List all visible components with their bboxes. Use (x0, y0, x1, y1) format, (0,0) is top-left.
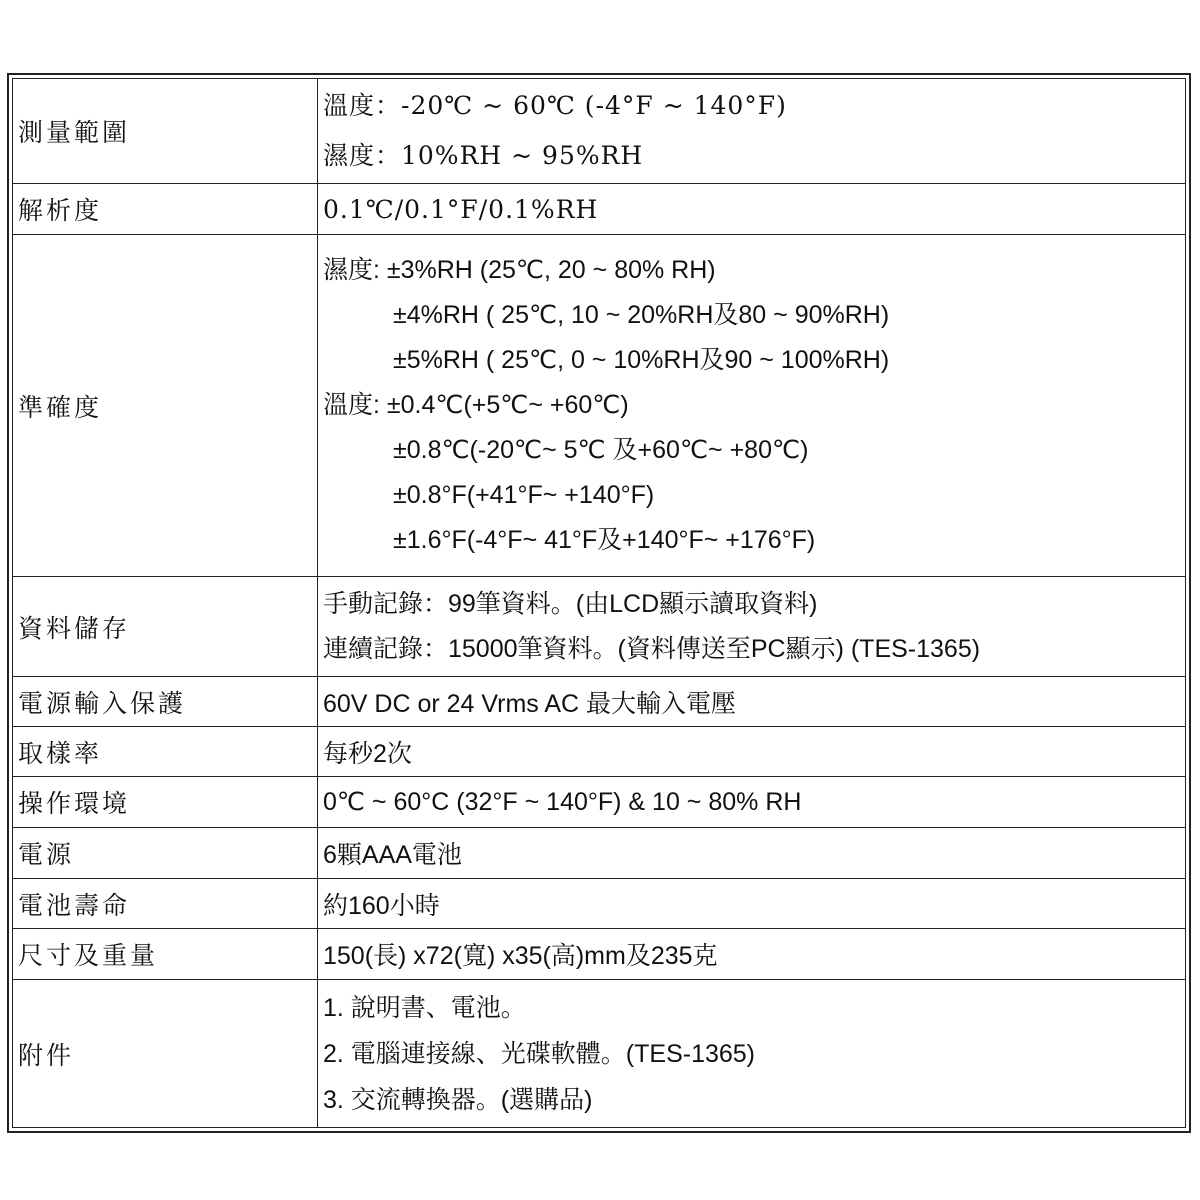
row-label-resolution: 解析度 (13, 184, 318, 235)
table-row (13, 184, 1186, 235)
row-label-measurement-range: 測量範圍 (13, 79, 318, 184)
row-label-operating-environment: 操作環境 (13, 777, 318, 828)
row-label-dimensions-weight: 尺寸及重量 (13, 929, 318, 980)
row-value-sampling-rate (318, 727, 1186, 777)
row-value-accuracy (318, 235, 1186, 577)
value-line: 0℃ ~ 60°C (32°F ~ 140°F) & 10 ~ 80% RH (323, 788, 802, 816)
value-line: 150(長) x72(寬) x35(高)mm及235克 (323, 942, 718, 970)
value-line: 溫度: ±0.4℃(+5℃~ +60℃) (323, 391, 629, 419)
table-row (13, 79, 1186, 184)
row-value-power-source (318, 828, 1186, 879)
value-line: 濕度：10%RH ~ 95%RH (323, 141, 644, 170)
value-line: ±4%RH ( 25℃, 10 ~ 20%RH及80 ~ 90%RH) (393, 301, 890, 329)
table-row (13, 879, 1186, 929)
value-line: 溫度：-20℃ ~ 60℃ (-4°F ~ 140°F) (323, 91, 787, 120)
value-line: 6顆AAA電池 (323, 841, 462, 869)
value-line: 手動記錄：99筆資料。(由LCD顯示讀取資料) (323, 589, 818, 618)
value-line: 3. 交流轉換器。(選購品) (323, 1085, 593, 1114)
table-row (13, 828, 1186, 879)
value-line: ±0.8°F(+41°F~ +140°F) (393, 481, 655, 509)
table-row (13, 235, 1186, 577)
row-value-input-protection (318, 677, 1186, 727)
value-line: ±0.8℃(-20℃~ 5℃ 及+60℃~ +80℃) (393, 436, 809, 464)
row-value-measurement-range (318, 79, 1186, 184)
spec-table (12, 78, 1186, 1128)
row-value-accessories (318, 980, 1186, 1128)
value-line: 0.1℃/0.1°F/0.1%RH (323, 194, 599, 224)
spec-table-frame (7, 73, 1191, 1133)
row-value-data-storage (318, 577, 1186, 677)
row-label-battery-life: 電池壽命 (13, 879, 318, 929)
value-line: 60V DC or 24 Vrms AC 最大輸入電壓 (323, 689, 737, 718)
value-line: 濕度: ±3%RH (25℃, 20 ~ 80% RH) (323, 256, 716, 284)
value-line: 約160小時 (323, 891, 440, 920)
row-value-battery-life (318, 879, 1186, 929)
row-label-power-source: 電源 (13, 828, 318, 879)
value-line: 1. 說明書、電池。 (323, 993, 526, 1022)
row-label-data-storage: 資料儲存 (13, 577, 318, 677)
row-value-resolution (318, 184, 1186, 235)
table-row (13, 929, 1186, 980)
table-row (13, 980, 1186, 1128)
row-label-sampling-rate: 取樣率 (13, 727, 318, 777)
row-label-input-protection: 電源輸入保護 (13, 677, 318, 727)
value-line: ±1.6°F(-4°F~ 41°F及+140°F~ +176°F) (393, 526, 816, 554)
row-label-accessories: 附件 (13, 980, 318, 1128)
row-value-operating-environment (318, 777, 1186, 828)
value-line: 連續記錄：15000筆資料。(資料傳送至PC顯示) (TES-1365) (323, 634, 981, 663)
row-value-dimensions-weight (318, 929, 1186, 980)
table-row (13, 577, 1186, 677)
table-row (13, 677, 1186, 727)
table-row (13, 727, 1186, 777)
table-row (13, 777, 1186, 828)
row-label-accuracy: 準確度 (13, 235, 318, 577)
value-line: 2. 電腦連接線、光碟軟體。(TES-1365) (323, 1039, 756, 1068)
value-line: 每秒2次 (323, 739, 412, 768)
value-line: ±5%RH ( 25℃, 0 ~ 10%RH及90 ~ 100%RH) (393, 346, 890, 374)
